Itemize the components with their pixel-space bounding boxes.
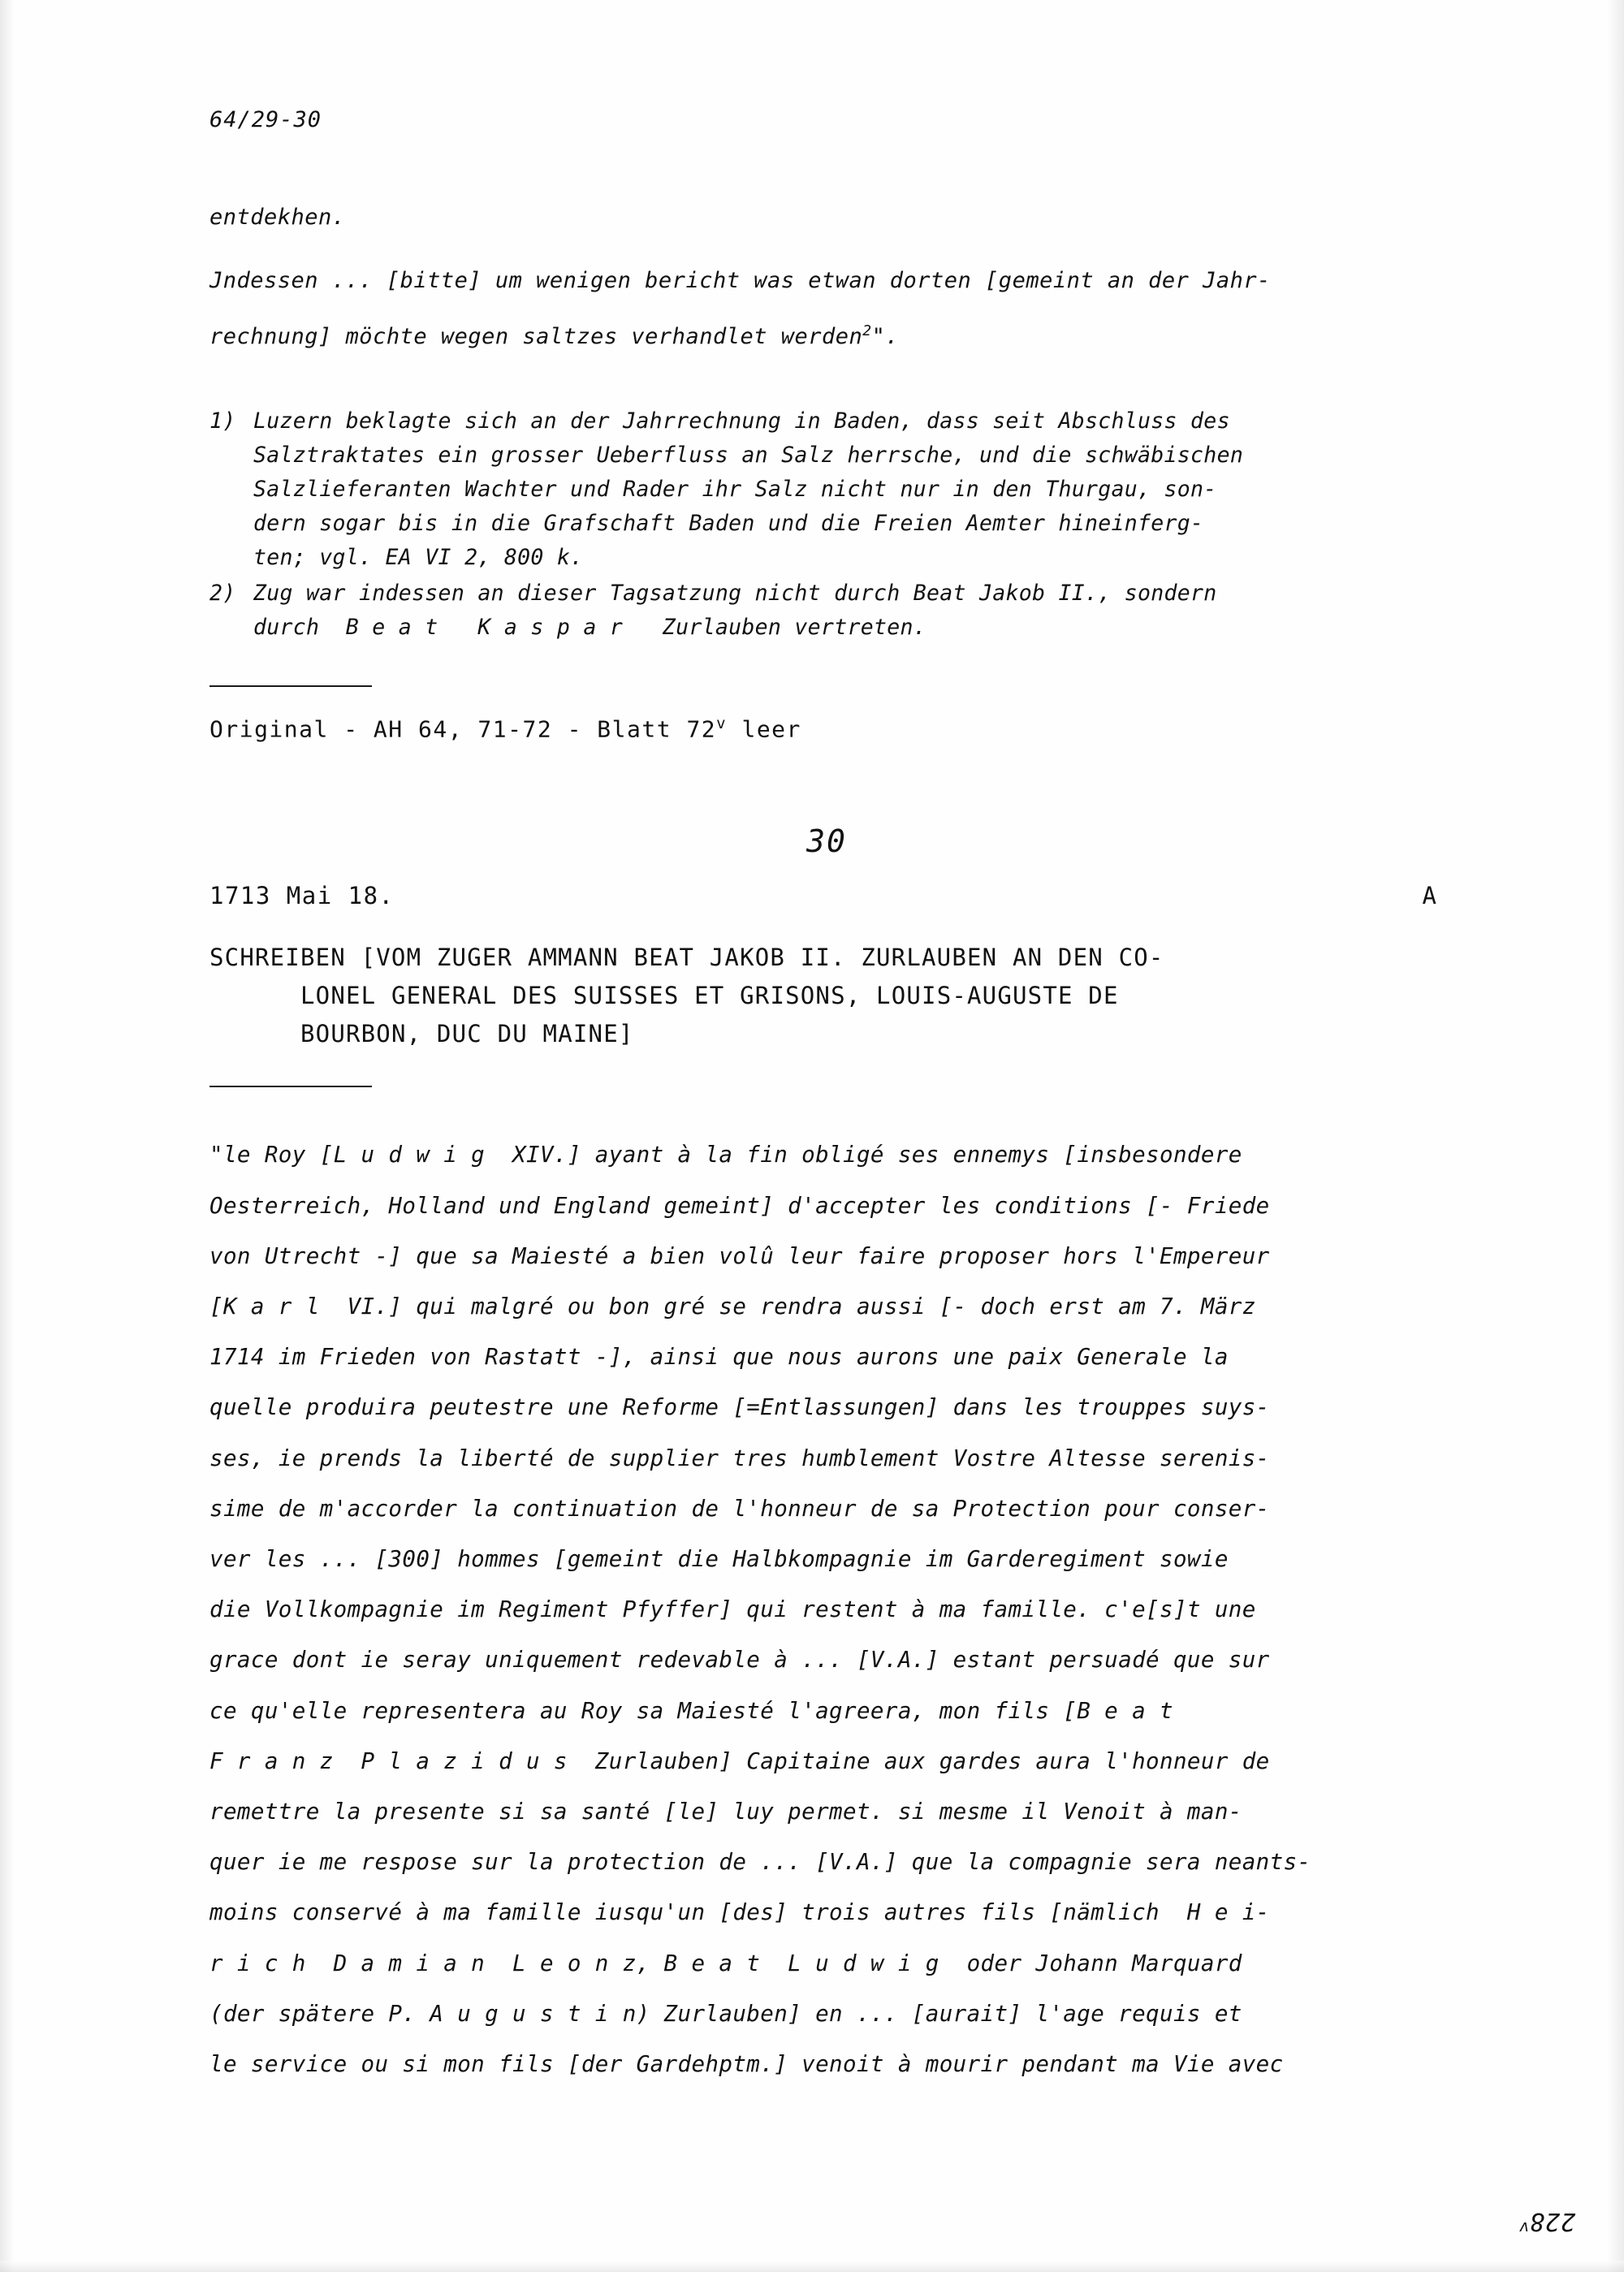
quote-line-16: moins conservé à ma famille iusqu'un [des] trois autres fils [nämlich H e i- bbox=[209, 1899, 1270, 1926]
quote-line-7: ses, ie prends la liberté de supplier tres humblement Vostre Altesse serenis- bbox=[209, 1445, 1270, 1471]
quote-line-3: von Utrecht -] que sa Maiesté a bien volû leur faire proposer hors l'Empereur bbox=[209, 1242, 1270, 1269]
quote-line-19: le service ou si mon fils [der Gardehptm.] venoit à mourir pendant ma Vie avec bbox=[209, 2050, 1284, 2077]
footnote-1-line-1: Luzern beklagte sich an der Jahrrechnung in Baden, dass seit Abschluss des bbox=[253, 408, 1230, 434]
opening-line-1: entdekhen. bbox=[209, 205, 346, 230]
quote-line-13: F r a n z P l a z i d u s Zurlauben] Capitaine aux gardes aura l'honneur de bbox=[209, 1747, 1270, 1774]
dateline bbox=[209, 882, 1444, 909]
original-source-note-pre: Original - AH 64, 71-72 - Blatt 72 bbox=[209, 715, 717, 743]
footnote-1 bbox=[209, 404, 1444, 575]
original-source-note bbox=[209, 715, 1444, 742]
quote-line-2: Oesterreich, Holland und England gemeint] d'accepter les conditions [- Friede bbox=[209, 1192, 1270, 1219]
opening-line-3-text: rechnung] möchte wegen saltzes verhandlet werden bbox=[209, 324, 863, 349]
scan-edge-bottom bbox=[0, 2261, 1624, 2272]
footnote-2-body bbox=[253, 577, 1444, 645]
opening-line-3-tail: ". bbox=[871, 324, 900, 349]
quote-line-14: remettre la presente si sa santé [le] luy permet. si mesme il Venoit à man- bbox=[209, 1798, 1242, 1825]
quote-line-6: quelle produira peutestre une Reforme [=Entlassungen] dans les trouppes suys- bbox=[209, 1394, 1270, 1421]
quote-line-15: quer ie me respose sur la protection de ... [V.A.] que la compagnie sera neants- bbox=[209, 1849, 1311, 1876]
footnote-1-line-3: Salzlieferanten Wachter und Rader ihr Salz nicht nur in den Thurgau, son- bbox=[253, 477, 1217, 502]
document-title-line-3: BOURBON, DUC DU MAINE] bbox=[300, 1020, 634, 1048]
quote-line-4: [K a r l VI.] qui malgré ou bon gré se rendra aussi [- doch erst am 7. März bbox=[209, 1293, 1256, 1320]
folio-number: 64/29-30 bbox=[209, 107, 322, 132]
quote-line-10: die Vollkompagnie im Regiment Pfyffer] qui restent à ma famille. c'e[s]t une bbox=[209, 1596, 1256, 1623]
document-title-line-1: SCHREIBEN [VOM ZUGER AMMANN BEAT JAKOB II. ZURLAUBEN AN DEN CO- bbox=[209, 944, 1164, 972]
section-number: 30 bbox=[806, 823, 847, 860]
document-date: 1713 Mai 18. bbox=[209, 882, 395, 910]
scan-edge-right bbox=[1606, 0, 1624, 2272]
footnote-1-line-5: ten; vgl. EA VI 2, 800 k. bbox=[253, 545, 584, 570]
quote-line-1: "le Roy [L u d w i g XIV.] ayant à la fin obligé ses ennemys [insbesondere bbox=[209, 1142, 1242, 1168]
footnote-1-line-4: dern sogar bis in die Grafschaft Baden und die Freien Aemter hineinferg- bbox=[253, 511, 1204, 536]
document-marker: A bbox=[1422, 882, 1437, 910]
scan-edge-left bbox=[0, 0, 15, 2272]
footnote-1-number: 1) bbox=[209, 408, 236, 434]
page-content bbox=[209, 107, 1444, 2089]
footnote-1-line-2: Salztraktates ein grosser Ueberfluss an Salz herrsche, und die schwäbischen bbox=[253, 443, 1244, 468]
quoted-letter-body bbox=[209, 1130, 1444, 2089]
opening-line-3 bbox=[209, 306, 1444, 362]
opening-footnote-ref: 2 bbox=[862, 322, 872, 339]
quote-line-18: (der spätere P. A u g u s t i n) Zurlauben] en ... [aurait] l'age requis et bbox=[209, 2000, 1242, 2027]
quote-line-11: grace dont ie seray uniquement redevable à ... [V.A.] estant persuadé que sur bbox=[209, 1647, 1270, 1674]
page-stamp bbox=[1518, 2207, 1575, 2238]
footnote-1-body bbox=[253, 404, 1444, 575]
quote-line-5: 1714 im Frieden von Rastatt -], ainsi que nous aurons une paix Generale la bbox=[209, 1344, 1229, 1371]
document-title bbox=[209, 939, 1444, 1053]
footnote-2-line-2: durch B e a t K a s p a r Zurlauben vertreten. bbox=[253, 615, 926, 640]
quote-line-9: ver les ... [300] hommes [gemeint die Halbkompagnie im Garderegiment sowie bbox=[209, 1545, 1229, 1572]
original-source-note-sup: v bbox=[716, 715, 728, 732]
quote-line-8: sime de m'accorder la continuation de l'honneur de sa Protection pour conser- bbox=[209, 1495, 1270, 1522]
page-stamp-sup: v bbox=[1518, 2218, 1529, 2238]
page-stamp-number: 228 bbox=[1528, 2207, 1575, 2235]
original-source-note-post: leer bbox=[727, 715, 801, 743]
footnote-2-line-1: Zug war indessen an dieser Tagsatzung nicht durch Beat Jakob II., sondern bbox=[253, 581, 1217, 606]
divider-rule-bottom bbox=[209, 1086, 372, 1087]
quote-line-17: r i c h D a m i a n L e o n z, B e a t L u d w i g oder Johann Marquard bbox=[209, 1950, 1242, 1976]
footnote-2-number: 2) bbox=[209, 581, 236, 606]
opening-line-2: Jndessen ... [bitte] um wenigen bericht was etwan dorten [gemeint an der Jahr- bbox=[209, 268, 1271, 293]
document-title-line-2: LONEL GENERAL DES SUISSES ET GRISONS, LOUIS-AUGUSTE DE bbox=[300, 982, 1119, 1010]
footnotes bbox=[209, 404, 1444, 645]
footnote-2 bbox=[209, 577, 1444, 645]
quote-line-12: ce qu'elle representera au Roy sa Maiesté l'agreera, mon fils [B e a t bbox=[209, 1697, 1173, 1724]
divider-rule-top bbox=[209, 685, 372, 687]
